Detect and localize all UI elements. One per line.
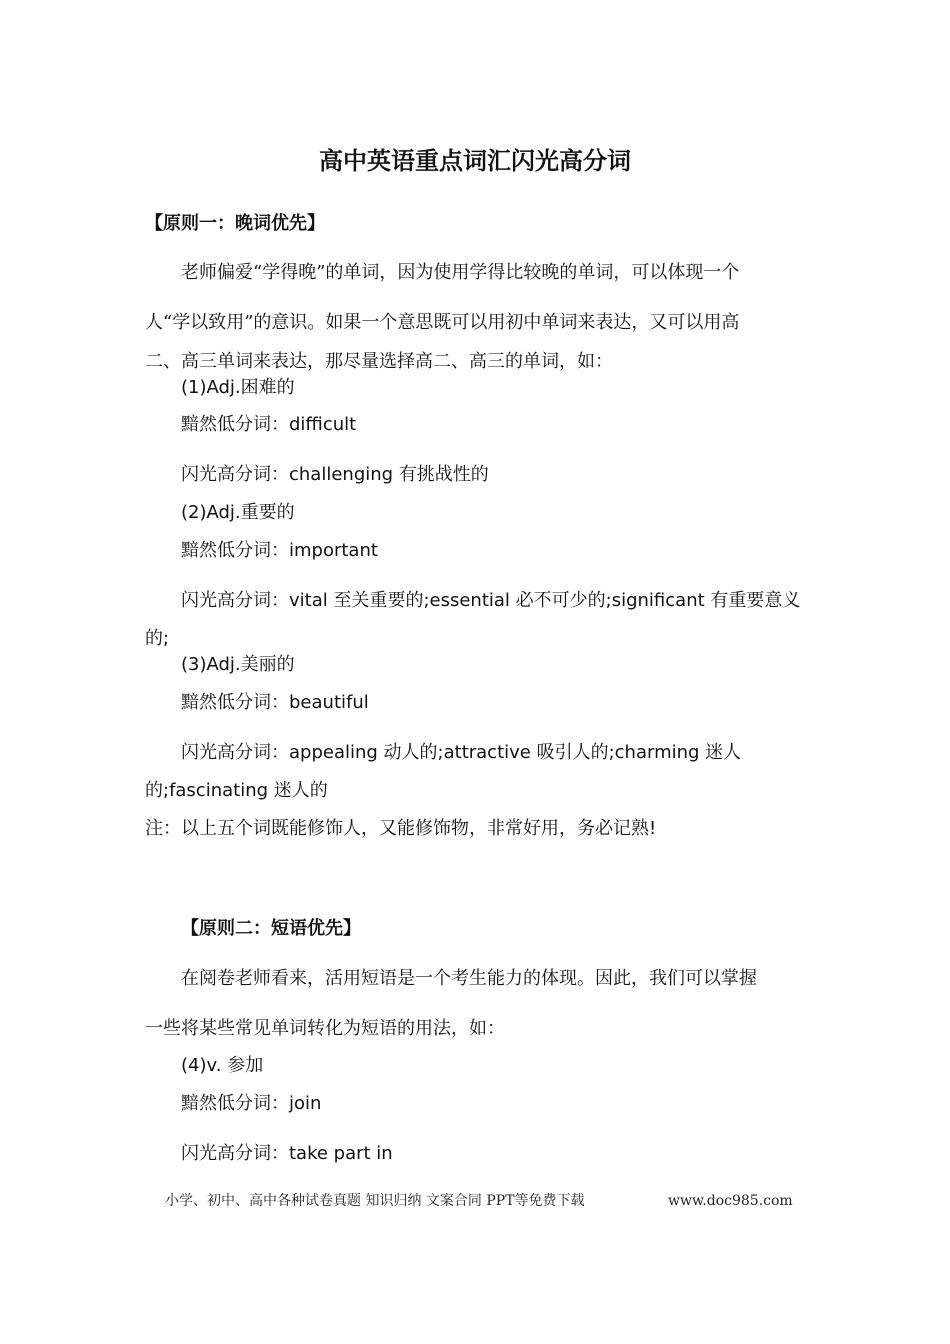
item4-high-word: 闪光高分词：take part in xyxy=(181,1143,393,1164)
section1-intro-line2: 人“学以致用”的意识。如果一个意思既可以用初中单词来表达，又可以用高 xyxy=(145,312,740,333)
item1-pos: (1)Adj.困难的 xyxy=(181,377,295,398)
footer-text: 小学、初中、高中各种试卷真题 知识归纳 文案合同 PPT等免费下载 xyxy=(165,1193,585,1209)
item2-low-word: 黯然低分词：important xyxy=(181,540,378,561)
item2-pos: (2)Adj.重要的 xyxy=(181,502,295,523)
section1-intro-line3: 二、高三单词来表达，那尽量选择高二、高三的单词，如： xyxy=(145,351,613,372)
section2-intro-line2: 一些将某些常见单词转化为短语的用法，如： xyxy=(145,1018,505,1039)
item3-high-word-line2: 的;fascinating 迷人的 xyxy=(145,780,328,801)
section1-note: 注：以上五个词既能修饰人，又能修饰物，非常好用，务必记熟! xyxy=(145,818,657,839)
footer-url[interactable]: www.doc985.com xyxy=(668,1193,793,1209)
section2-heading: 【原则二：短语优先】 xyxy=(181,918,361,939)
item1-low-word: 黯然低分词：difficult xyxy=(181,414,357,435)
item3-low-word: 黯然低分词：beautiful xyxy=(181,692,369,713)
item3-pos: (3)Adj.美丽的 xyxy=(181,654,295,675)
item2-high-word-line1: 闪光高分词：vital 至关重要的;essential 必不可少的;significant 有重要意义 xyxy=(181,590,801,611)
section1-intro-line1: 老师偏爱“学得晚”的单词，因为使用学得比较晚的单词，可以体现一个 xyxy=(181,262,740,283)
section2-intro-line1: 在阅卷老师看来，活用短语是一个考生能力的体现。因此，我们可以掌握 xyxy=(181,968,757,989)
item2-high-word-line2: 的; xyxy=(145,628,170,649)
item3-high-word-line1: 闪光高分词：appealing 动人的;attractive 吸引人的;charming 迷人 xyxy=(181,742,742,763)
section1-heading: 【原则一：晚词优先】 xyxy=(145,213,325,234)
page-title: 高中英语重点词汇闪光高分词 xyxy=(319,146,631,175)
item1-high-word: 闪光高分词：challenging 有挑战性的 xyxy=(181,464,489,485)
item4-pos: (4)v. 参加 xyxy=(181,1055,264,1076)
item4-low-word: 黯然低分词：join xyxy=(181,1093,322,1114)
